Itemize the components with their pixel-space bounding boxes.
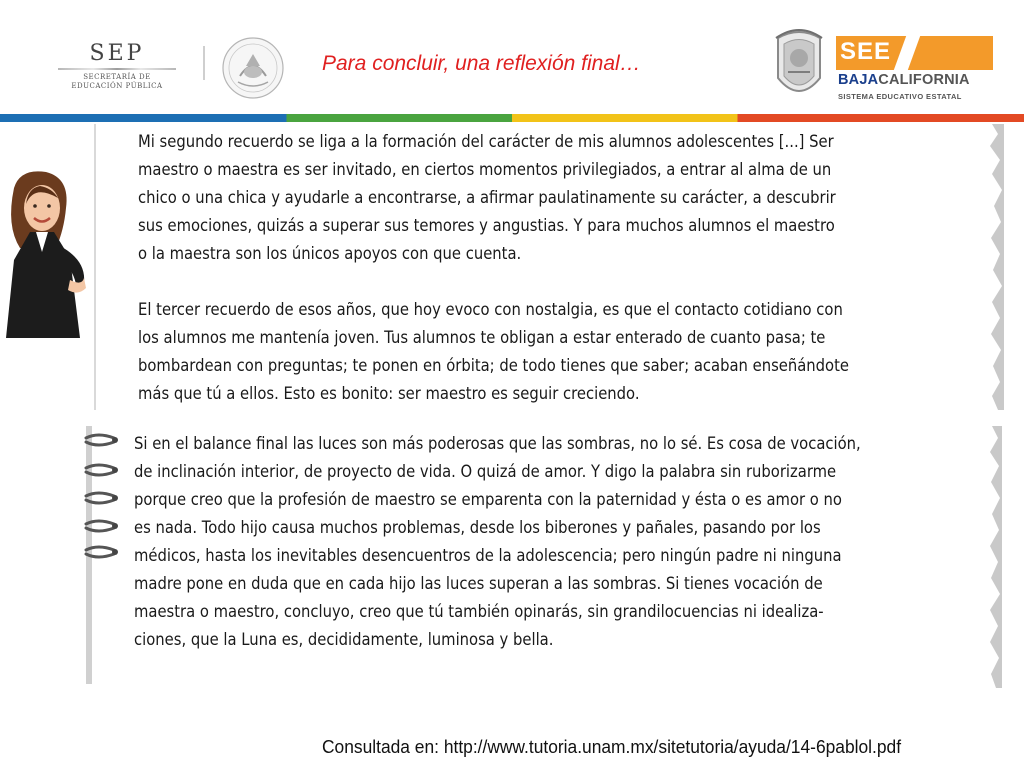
- panel-top-text: [138, 128, 849, 408]
- paragraph-line: de inclinación interior, de proyecto de vida. O quizá de amor. Y digo la palabra sin ruborizarme: [134, 462, 837, 482]
- paragraph-line: sus emociones, quizás a superar sus temores y angustias. Y para muchos alumnos el maestro: [138, 216, 835, 236]
- see-logo-subtitle: SISTEMA EDUCATIVO ESTATAL: [838, 92, 962, 101]
- woman-illustration: [0, 168, 88, 338]
- torn-edge-bottom: [972, 426, 1002, 688]
- see-logo-slash: [894, 36, 920, 70]
- paragraph-line: El tercer recuerdo de esos años, que hoy evoco con nostalgia, es que el contacto cotidiano con: [138, 300, 843, 320]
- paragraph-line: bombardean con preguntas; te ponen en órbita; de todo tienes que saber; acaban enseñándote: [138, 356, 850, 376]
- paper-panel-bottom: [92, 426, 1002, 688]
- color-stripe: [0, 114, 1024, 122]
- see-logo-state-baja: BAJA: [838, 72, 879, 88]
- baja-california-shield-icon: [772, 26, 826, 104]
- sep-logo-subtitle-1: SECRETARÍA DE: [83, 73, 151, 81]
- paragraph-line: maestro o maestra es ser invitado, en ciertos momentos privilegiados, a entrar al alma de un: [138, 160, 832, 180]
- paragraph-gap: [138, 268, 849, 296]
- paragraph-line: los alumnos me mantenía joven. Tus alumnos te obligan a estar enterado de cuanto pasa; te: [138, 328, 826, 348]
- panel-bottom-text: [134, 430, 861, 654]
- see-logo-state: [838, 72, 970, 88]
- torn-edge-top: [974, 124, 1004, 410]
- mexico-seal-icon: [218, 36, 288, 100]
- see-logo: [836, 36, 994, 104]
- sep-logo-rule: [58, 68, 176, 70]
- see-logo-banner: [836, 36, 993, 70]
- header: [0, 0, 1024, 118]
- paper-panel-top: [94, 124, 1004, 410]
- see-logo-state-california: CALIFORNIA: [878, 72, 970, 88]
- paragraph-line: chico o una chica y ayudarle a encontrarse, a afirmar paulatinamente su carácter, a descubrir: [138, 188, 836, 208]
- paragraph-line: ciones, que la Luna es, decididamente, luminosa y bella.: [134, 630, 554, 650]
- paragraph-line: porque creo que la profesión de maestro se emparenta con la paternidad y ésta o es amor o no: [134, 490, 842, 510]
- sep-logo: [52, 42, 182, 98]
- paragraph-line: es nada. Todo hijo causa muchos problemas, desde los biberones y pañales, pasando por los: [134, 518, 821, 538]
- sep-logo-name: SEP: [89, 41, 145, 66]
- paragraph-line: médicos, hasta los inevitables desencuentros de la adolescencia; pero ningún padre ni ninguna: [134, 546, 842, 566]
- paragraph-line: madre pone en duda que en cada hijo las luces superan a las sombras. Si tienes vocación de: [134, 574, 823, 594]
- paragraph-line: o la maestra son los únicos apoyos con que cuenta.: [138, 244, 522, 264]
- spiral-rings-icon: [84, 430, 120, 560]
- paragraph-line: Mi segundo recuerdo se liga a la formación del carácter de mis alumnos adolescentes [...] Ser: [138, 132, 834, 152]
- paragraph-line: más que tú a ellos. Esto es bonito: ser maestro es seguir creciendo.: [138, 384, 640, 404]
- logo-divider: [203, 46, 205, 80]
- paragraph-line: maestra o maestro, concluyo, creo que tú también opinarás, sin grandilocuencias ni idealiza-: [134, 602, 824, 622]
- source-citation: Consultada en: http://www.tutoria.unam.mx/sitetutoria/ayuda/14-6pablol.pdf: [322, 736, 902, 757]
- sep-logo-subtitle-2: EDUCACIÓN PÚBLICA: [71, 82, 163, 90]
- paragraph-line: Si en el balance final las luces son más poderosas que las sombras, no lo sé. Es cosa de vocación,: [134, 434, 861, 454]
- see-logo-acronym: SEE: [840, 38, 892, 65]
- page-title: Para concluir, una reflexión final…: [322, 52, 641, 75]
